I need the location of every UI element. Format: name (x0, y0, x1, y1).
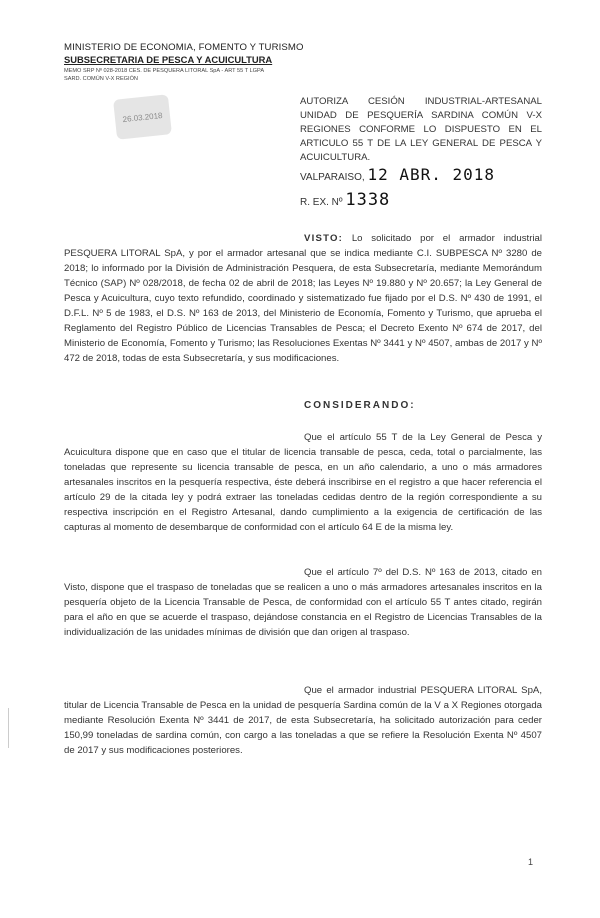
date-value: 12 ABR. 2018 (367, 165, 496, 184)
resolution-number (300, 190, 390, 210)
rex-number: 1338 (345, 190, 391, 210)
considerando-heading: CONSIDERANDO: (304, 400, 416, 411)
received-stamp (113, 94, 172, 140)
considerando-text-3: Que el armador industrial PESQUERA LITORAL SpA, titular de Licencia Transable de Pesca en la unidad de pesquería Sardina común de la V a X Regiones otorgada mediante Resolución Exenta Nº 3441 de 2017, de esta Subsecretaría, ha solicitado autorización para ceder 150,99 toneladas de sardina común, con cargo a las toneladas a que se refiere la Resolución Exenta Nº 4507 de 2017 y sus modificaciones posteriores. (64, 685, 542, 756)
page-number: 1 (528, 857, 534, 867)
resolution-title: AUTORIZA CESIÓN INDUSTRIAL-ARTESANAL UNIDAD DE PESQUERÍA SARDINA COMÚN V-X REGIONES CONFORME LO DISPUESTO EN EL ARTICULO 55 T DE LA LEY GENERAL DE PESCA Y ACUICULTURA. (300, 96, 542, 163)
margin-mark (8, 708, 9, 748)
subsecretaria-name: SUBSECRETARIA DE PESCA Y ACUICULTURA (64, 54, 273, 65)
visto-paragraph (64, 231, 542, 366)
memo-reference-line2: SARD. COMÚN V-X REGIÓN (64, 76, 138, 82)
considerando-paragraph-1 (64, 430, 542, 535)
visto-text: Lo solicitado por el armador industrial PESQUERA LITORAL SpA, y por el armador artesanal que se indica mediante C.I. SUBPESCA Nº 3280 de 2018; lo informado por la División de Administración Pesquera, de esta Subsecretaría, mediante Memorándum Técnico (SAP) Nº 028/2018, de fecha 02 de abril de 2018; las Leyes Nº 19.880 y Nº 20.657; la Ley General de Pesca y Acuicultura, cuyo texto refundido, coordinado y sistematizado fue fijado por el D.S. Nº 430 de 1991, el D.F.L. Nº 5 de 1983, el D.S. Nº 163 de 2013, del Ministerio de Economía, Fomento y Turismo, que aprueba el Reglamento del Registro Público de Licencias Transables de Pesca; el Decreto Exento Nº 674 de 2017, del Ministerio de Economía, Fomento y Turismo; las Resoluciones Exentas Nº 3441 y Nº 4507, ambas de 2017 y Nº 472 de 2018, todas de esta Subsecretaría, y sus modificaciones. (64, 233, 542, 364)
resolution-date (300, 165, 495, 184)
memo-reference: MEMO SRP Nº 028-2018 CES. DE PESQUERA LITORAL SpA - ART 55 T LGPA (64, 68, 265, 74)
considerando-text-1: Que el artículo 55 T de la Ley General de Pesca y Acuicultura dispone que en caso que el titular de licencia transable de pesca, ceda, total o parcialmente, las toneladas que represente su licencia transable de pesca, en un año calendario, a uno o más armadores artesanales inscritos en la pesquería respectiva, éste deberá inscribirse en el registro a que hacer referencia el artículo 29 de la citada ley y podrá extraer las toneladas cedidas dentro de la región correspondiente a su respectiva inscripción en el Registro Artesanal, dando cumplimiento a la exigencia de certificación de las capturas al momento de desembarque de conformidad con el artículo 64 E de la misma ley. (64, 432, 542, 533)
rex-prefix: R. EX. Nº (300, 197, 343, 208)
considerando-paragraph-3 (64, 683, 542, 758)
considerando-text-2: Que el artículo 7º del D.S. Nº 163 de 2013, citado en Visto, dispone que el traspaso de toneladas que se realicen a uno o más armadores artesanales inscritos en la pesquería objeto de la Licencia Transable de Pesca, de conformidad con el artículo 55 T antes citado, regirán para el año en que se acuerde el traspaso, dejándose constancia en el Registro de Licencias Transables de la individualización de las unidades mínimas de división que dan origen al traspaso. (64, 567, 542, 638)
stamp-date: 26.03.2018 (122, 110, 163, 124)
considerando-paragraph-2 (64, 565, 542, 640)
date-city: VALPARAISO, (300, 172, 365, 183)
ministry-name: MINISTERIO DE ECONOMIA, FOMENTO Y TURISMO (64, 42, 304, 53)
visto-label: VISTO: (304, 233, 344, 244)
